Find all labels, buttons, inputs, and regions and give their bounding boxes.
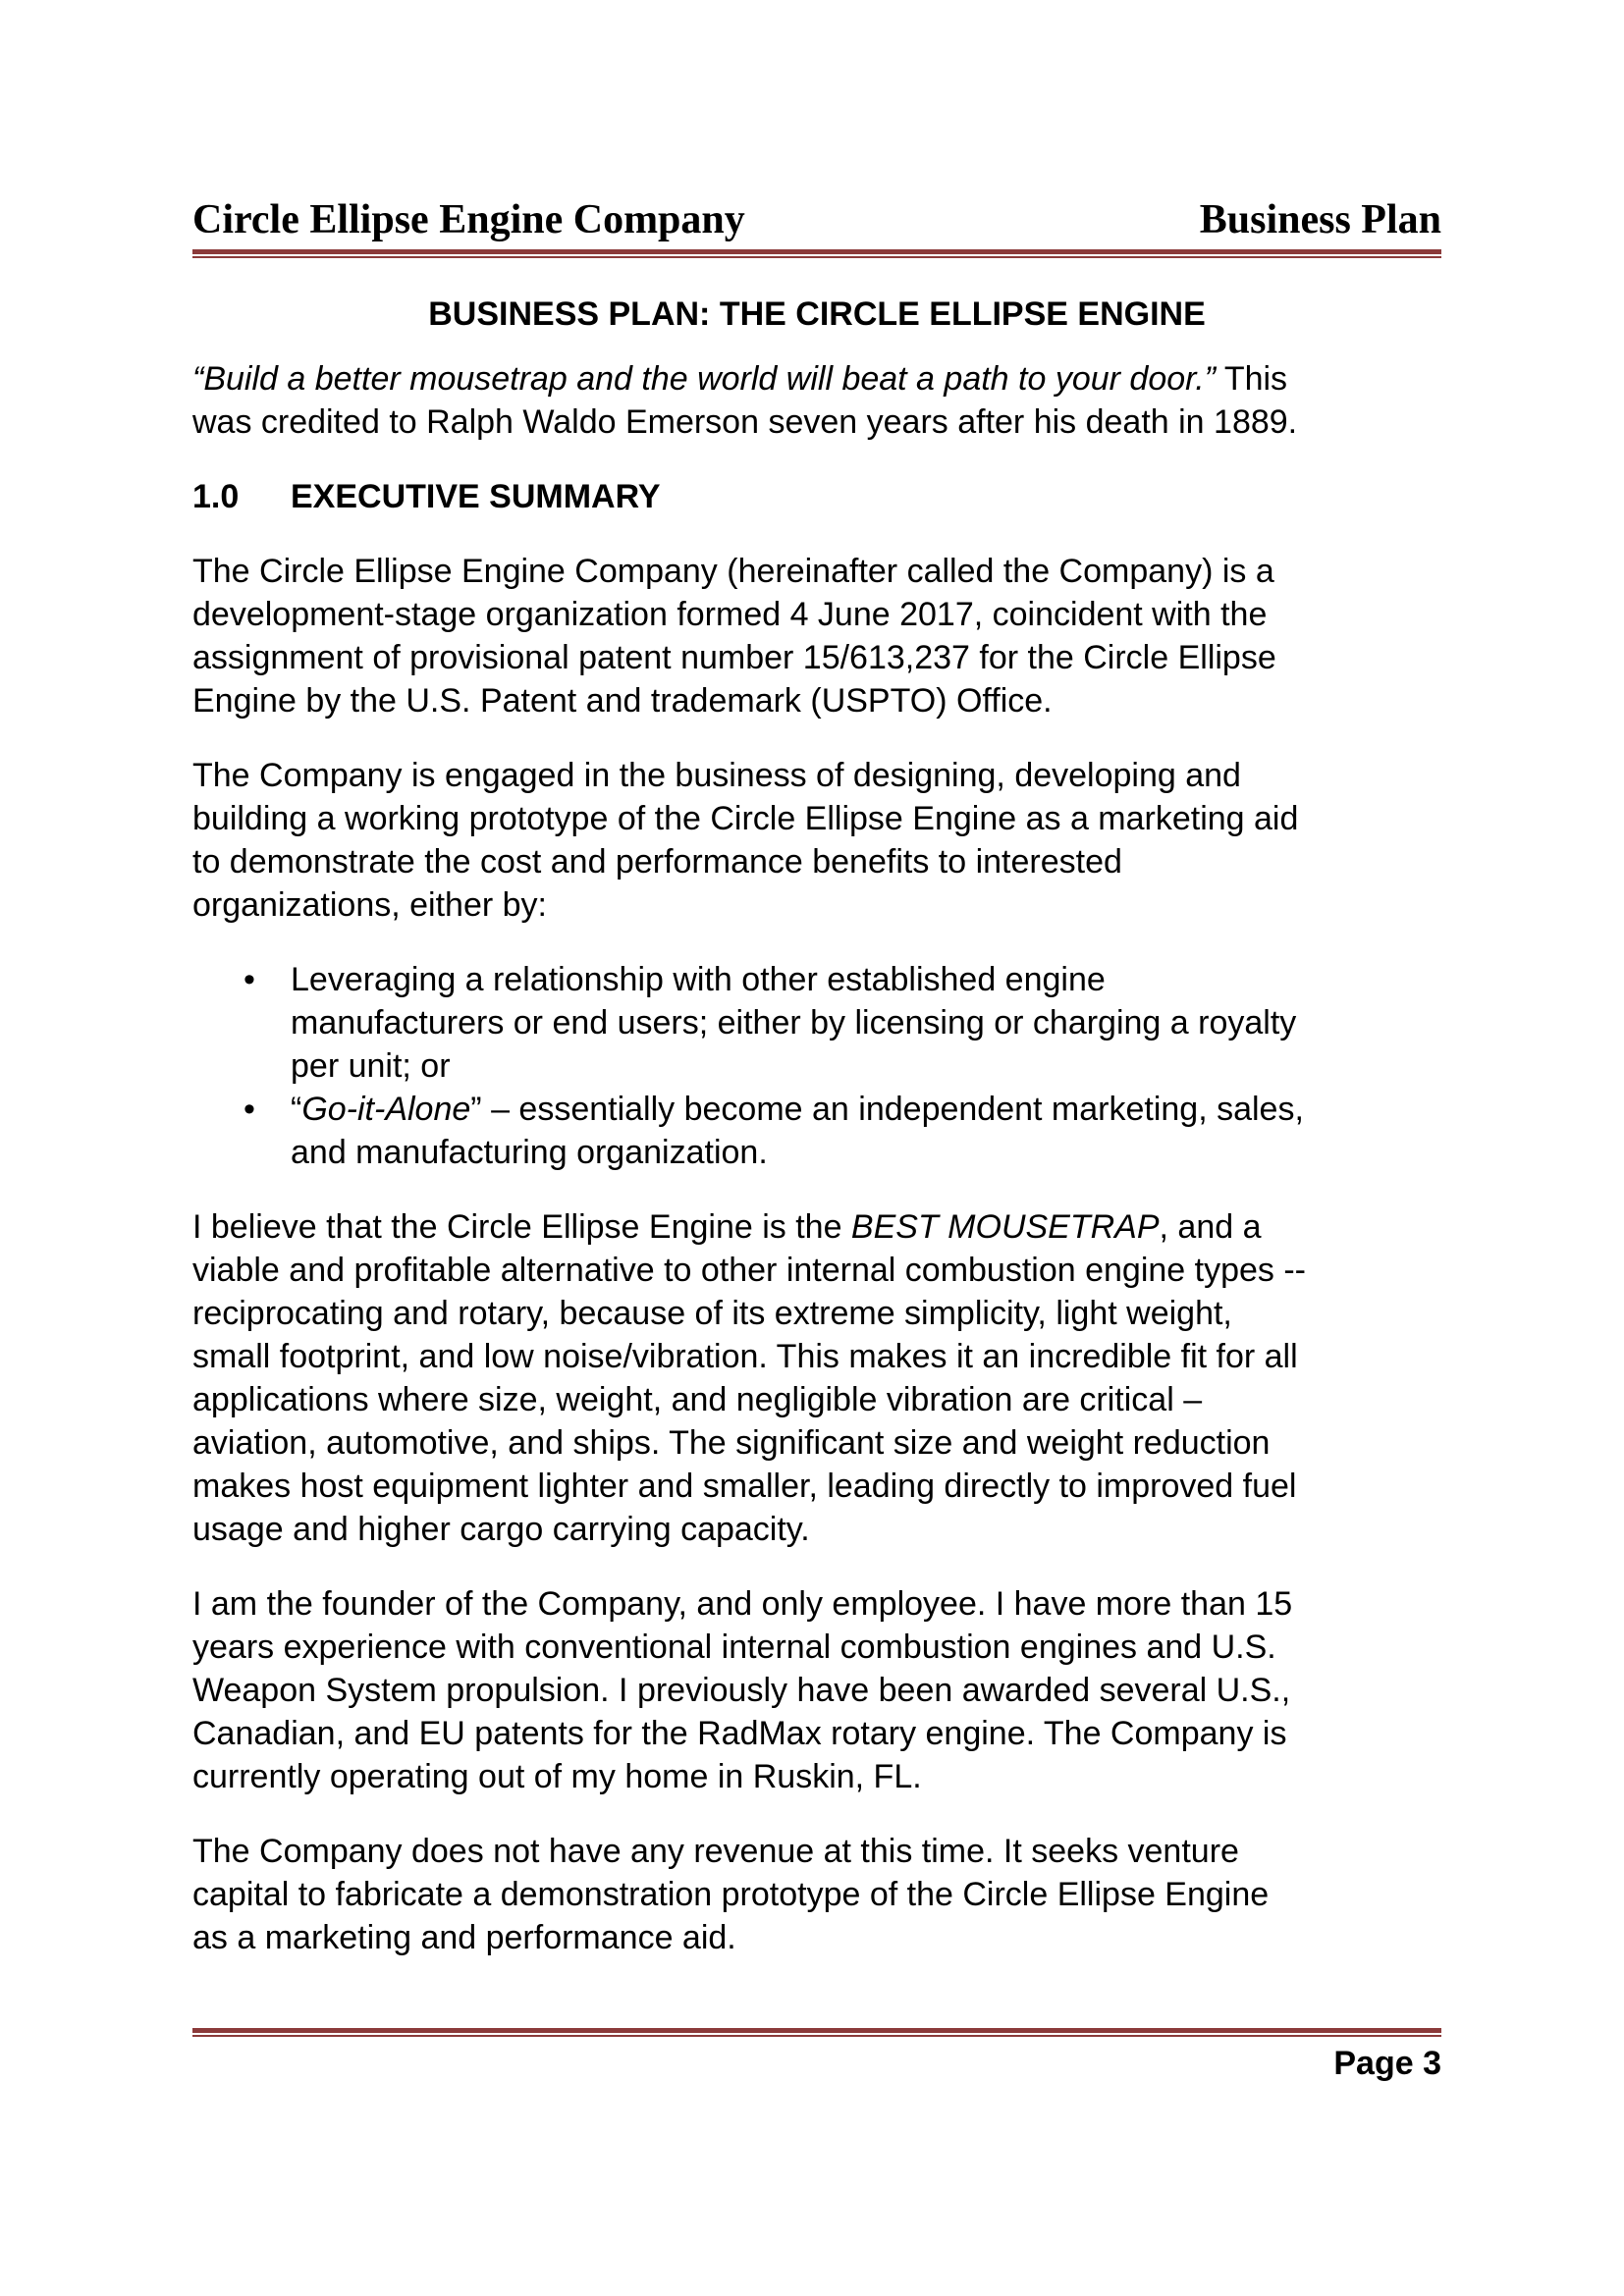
bullet-icon: • xyxy=(244,1091,255,1128)
list-item-emphasis: Go-it-Alone xyxy=(301,1091,471,1128)
section-number: 1.0 xyxy=(192,478,240,515)
section-heading xyxy=(192,475,1441,518)
paragraph-founder: I am the founder of the Company, and only employee. I have more than 15 years experience with conventional internal combustion engines and U.S. Weapon System propulsion. I previously have been awarded several U.S., Canadian, and EU patents for the RadMax rotary engine. The Company is currently operating out of my home in Ruskin, FL. xyxy=(192,1585,1293,1795)
opening-quote xyxy=(192,357,1441,444)
value-text-lead: I believe that the Circle Ellipse Engine is the xyxy=(192,1208,851,1246)
document-title: BUSINESS PLAN: THE CIRCLE ELLIPSE ENGINE xyxy=(428,295,1206,333)
list-item-text: Leveraging a relationship with other established engine manufacturers or end users; either by licensing or charging a royalty per unit; or xyxy=(291,961,1297,1085)
list-item-text: ” – essentially become an independent marketing, sales, and manufacturing organization. xyxy=(291,1091,1304,1171)
value-text-rest: , and a viable and profitable alternative to other internal combustion engine types -- reciprocating and rotary, because of its extreme simplicity, light weight, small footprint, and low noise/vibration. This makes it an incredible fit for all applications where size, weight, and negligible vibration are critical – aviation, automotive, and ships. The significant size and weight reduction makes host equipment lighter and smaller, leading directly to improved fuel usage and higher cargo carrying capacity. xyxy=(192,1208,1307,1548)
paragraph-value-proposition xyxy=(192,1205,1441,1551)
paragraph-business-description: The Company is engaged in the business of designing, developing and building a working prototype of the Circle Ellipse Engine as a marketing aid to demonstrate the cost and performance benefits to interested organizations, either by: xyxy=(192,757,1299,924)
header-document-type: Business Plan xyxy=(1199,197,1441,242)
paragraph-company-formation: The Circle Ellipse Engine Company (hereinafter called the Company) is a development-stage organization formed 4 June 2017, coincident with the assignment of provisional patent number 15/613,237 for the Circle Ellipse Engine by the U.S. Patent and trademark (USPTO) Office. xyxy=(192,553,1276,720)
list-item xyxy=(192,1088,1441,1174)
bullet-icon: • xyxy=(244,961,255,998)
page-number: Page 3 xyxy=(1333,2045,1441,2082)
page-body xyxy=(192,285,1441,1991)
paragraph-funding: The Company does not have any revenue at this time. It seeks venture capital to fabricate a demonstration prototype of the Circle Ellipse Engine as a marketing and performance aid. xyxy=(192,1833,1270,1956)
value-emphasis: BEST MOUSETRAP xyxy=(850,1208,1160,1246)
header-company-name: Circle Ellipse Engine Company xyxy=(192,197,745,242)
section-title: EXECUTIVE SUMMARY xyxy=(291,478,661,515)
quote-text: “Build a better mousetrap and the world will beat a path to your door.” xyxy=(192,360,1216,398)
header-divider xyxy=(192,249,1441,258)
footer-divider xyxy=(192,2028,1441,2037)
document-page xyxy=(192,0,1441,2296)
page-header xyxy=(192,192,1441,247)
list-item xyxy=(192,958,1441,1088)
strategy-list xyxy=(192,958,1441,1174)
list-item-open-quote: “ xyxy=(291,1091,302,1128)
quote-attribution: This was credited to Ralph Waldo Emerson seven years after his death in 1889. xyxy=(192,360,1298,441)
